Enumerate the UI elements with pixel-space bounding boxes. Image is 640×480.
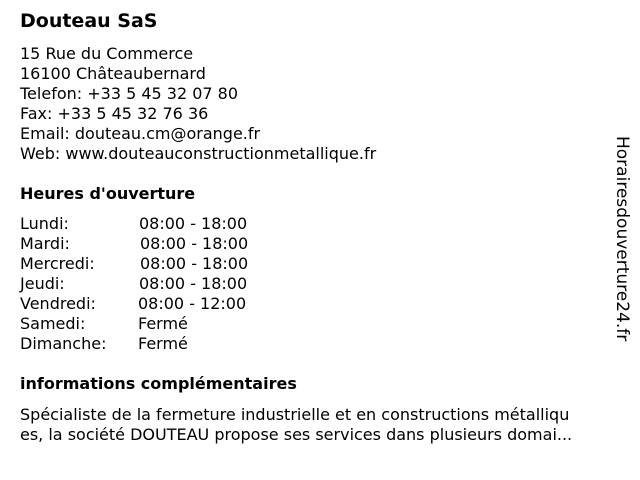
hours-time: 08:00 - 18:00 <box>140 254 249 273</box>
hours-day: Vendredi: <box>20 294 96 313</box>
info-heading: informations complémentaires <box>20 374 297 393</box>
site-watermark: Horairesdouverture24.fr <box>612 136 632 342</box>
hours-day: Dimanche: <box>20 334 107 353</box>
website-url: Web: www.douteauconstructionmetallique.fr <box>20 144 377 163</box>
hours-time: 08:00 - 12:00 <box>138 294 247 313</box>
description-line: es, la société DOUTEAU propose ses services dans plusieurs domai... <box>20 425 573 444</box>
fax-number: Fax: +33 5 45 32 76 36 <box>20 104 209 123</box>
phone-number: Telefon: +33 5 45 32 07 80 <box>20 84 239 103</box>
hours-day: Mercredi: <box>20 254 95 273</box>
hours-time: Fermé <box>138 314 188 333</box>
contact-block <box>20 44 376 164</box>
hours-time: Fermé <box>138 334 188 353</box>
hours-time: 08:00 - 18:00 <box>139 274 248 293</box>
hours-heading: Heures d'ouverture <box>20 184 196 203</box>
hours-day: Jeudi: <box>20 274 65 293</box>
address-street: 15 Rue du Commerce <box>20 44 194 63</box>
address-city: 16100 Châteaubernard <box>20 64 206 83</box>
email-address: Email: douteau.cm@orange.fr <box>20 124 261 143</box>
description-text <box>20 405 622 445</box>
hours-time: 08:00 - 18:00 <box>140 234 249 253</box>
hours-day: Mardi: <box>20 234 70 253</box>
hours-day: Samedi: <box>20 314 86 333</box>
hours-time: 08:00 - 18:00 <box>139 214 248 233</box>
description-line: Spécialiste de la fermeture industrielle et en constructions métalliqu <box>20 405 570 424</box>
hours-day: Lundi: <box>20 214 69 233</box>
page-title: Douteau SaS <box>20 10 158 32</box>
